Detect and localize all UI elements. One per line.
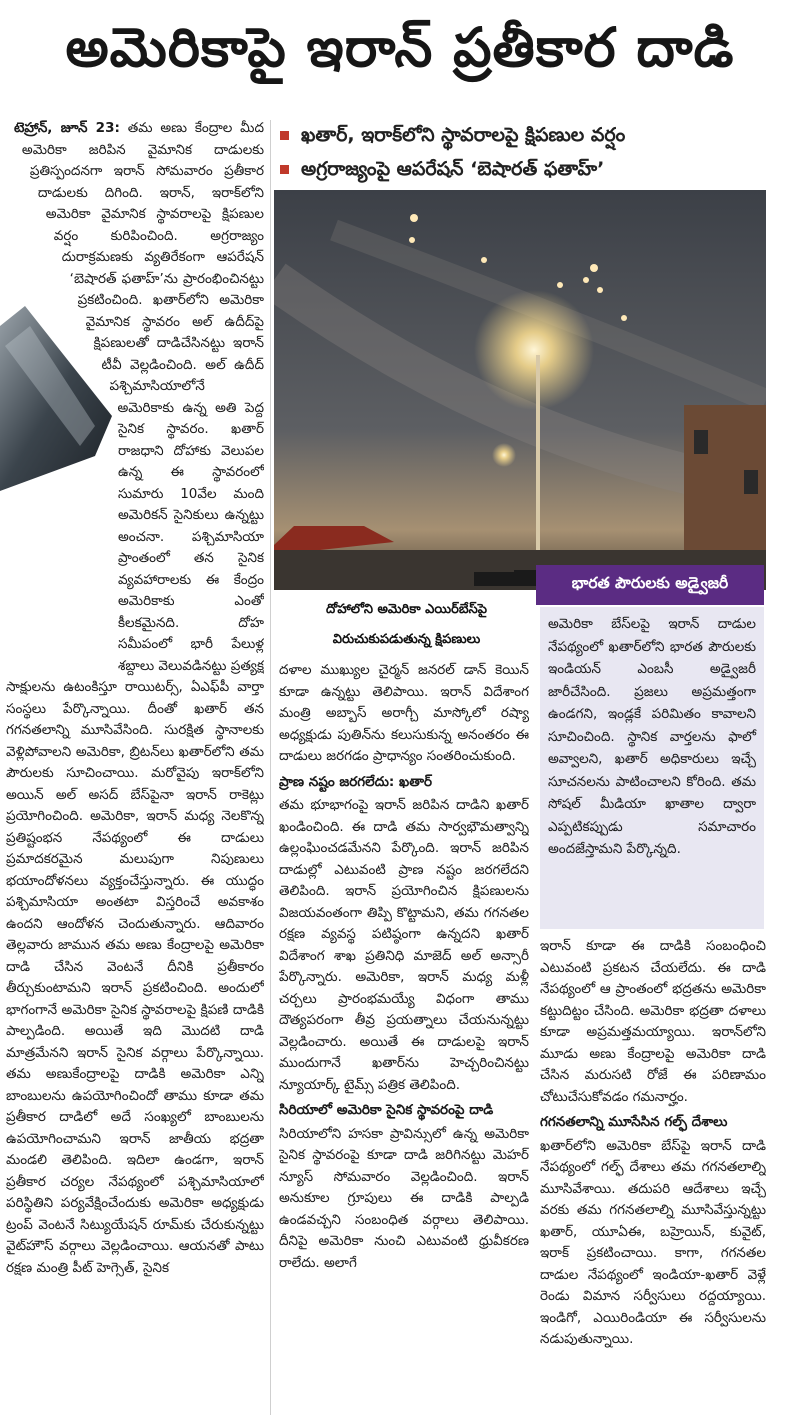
article-text: సిరియాలోని హసకా ప్రావిన్సులో ఉన్న అమెరికా సైనిక స్థావరంపై కూడా దాడి జరిగినట్టు మెహర్ న్యూస్ సోమవారం వెల్లడించింది. ఇరాన్ అనుకూల గ్రూపులు ఈ దాడికి పాల్పడి ఉండవచ్చని సంబంధిత వర్గాలు తెలిపాయి. దీనిపై అమెరికా నుంచి ఎటువంటి ధ్రువీకరణ రాలేదు. అలాగే	[279, 1125, 529, 1271]
bullet-square-icon	[280, 131, 289, 140]
highlights	[280, 118, 790, 186]
caption-line: విరుచుకుపడుతున్న క్షిపణులు	[332, 632, 481, 647]
article-text: ఖతార్‌లోని అమెరికా బేస్‌పై ఇరాన్ దాడి నేపథ్యంలో గల్ఫ్ దేశాలు తమ గగనతలాల్ని మూసివేశాయి. తదుపరి ఆదేశాలు ఇచ్చే వరకు తమ గగనతలాల్ని మూసివేస్తున్నట్టు ఖతార్, యూఏఈ, బహ్రెయిన్, కువైట్, ఇరాక్ ప్రకటించాయి. కాగా, గగనతల దాడుల నేపథ్యంలో ఇండియా-ఖతార్ వెళ్లే రెండు విమాన సర్వీసులు రద్దయ్యాయి. ఇండిగో, ఎయిరిండియా ఈ సర్వీసులను నడుపుతున్నాయి.	[540, 1137, 766, 1347]
dateline: టెహ్రాన్, జూన్ 23:	[13, 120, 120, 136]
missile-photo	[274, 190, 766, 590]
highlight-text: ఖతార్, ఇరాక్‌లోని స్థావరాలపై క్షిపణుల వర్షం	[301, 124, 626, 146]
article-text: తమ అణు కేంద్రాల మీద అమెరికా జరిపిన వైమానిక దాడులకు ప్రతిస్పందనగా ఇరాన్ సోమవారం ప్రతీకార దాడులకు దిగింది. ఇరాన్, ఇరాక్‌లోని అమెరికా వైమానిక స్థావరాలపై క్షిపణుల వర్షం కురిపించింది. అగ్రరాజ్యం దురాక్రమణకు వ్యతిరేకంగా ఆపరేషన్ ‘బెషారత్ ఫతాహ్’ను ప్రారంభించినట్టు ప్రకటించింది. ఖతార్‌లోని అమెరికా వైమానిక స్థావరం అల్ ఉదీద్‌పై క్షిపణులతో దాడిచేసినట్టు ఇరాన్ టీవీ వెల్లడించింది. అల్ ఉదీద్ పశ్చిమాసియాలోనే అమెరికాకు ఉన్న అతి పెద్ద సైనిక స్థావరం. ఖతార్ రాజధాని దోహాకు వెలుపల ఉన్న ఈ స్థావరంలో సుమారు 10వేల మంది అమెరికన్ సైనికులు ఉన్నట్టు అంచనా. పశ్చిమాసియా ప్రాంతంలో తన సైనిక వ్యవహారాలకు ఈ కేంద్రం అమెరికాకు ఎంతో కీలకమైనది. దోహ సమీపంలో భారీ పేలుళ్ల శబ్దాలు వెలువడినట్టు ప్రత్యక్ష సాక్షులను ఉటంకిస్తూ రాయిటర్స్, ఏఎఫ్‌పీ వార్తా సంస్థలు పేర్కొన్నాయి. దీంతో ఖతార్ తన గగనతలాన్ని మూసివేసింది. సురక్షిత స్థానాలకు వెళ్లిపోవాలని అమెరికా, బ్రిటన్‌లు ఖతార్‌లోని తమ పౌరులకు సూచించాయి. మరోవైపు ఇరాక్‌లోని అయిన్ అల్ అసద్ బేస్‌పైనా ఇరాన్ రాకెట్లు ప్రయోగించింది. అమెరికా, ఇరాన్ మధ్య నెలకొన్న ప్రతిష్టంభన నేపథ్యంలో ఈ దాడులు ప్రమాదకరమైన మలుపుగా నిపుణులు భయాందోళనలు వ్యక్తంచేస్తున్నారు. ఈ యుద్ధం పశ్చిమాసియా అంతటా విస్తరించే అవకాశం ఉందని ఆందోళన చెందుతున్నారు. ఆదివారం తెల్లవారు జామున తమ అణు కేంద్రాలపై అమెరికా దాడి చేసిన వెంటనే దీనికి ప్రతీకారం తీర్చుకుంటామని ఇరాన్ ప్రకటించింది. అందులో భాగంగానే అమెరికా సైనిక స్థావరాలపై క్షిపణి దాడికి పాల్పడింది. అయితే ఇది మొదటి దాడి మాత్రమేనని ఇరాన్ సైనిక వర్గాలు పేర్కొన్నాయి. తమ అణుకేంద్రాలపై దాడికి అమెరికా ఎన్ని బాంబులను ఉపయోగించిందో తాము కూడా తమ ప్రతీకార దాడిలో అదే సంఖ్యలో బాంబులను ఉపయోగించామని ఇరాన్ జాతీయ భద్రతా మండలి తెలిపింది. ఇదిలా ఉండగా, ఇరాన్ ప్రతీకార చర్యల నేపథ్యంలో పశ్చిమాసియాలో పరిస్థితిని పర్యవేక్షించేందుకు అమెరికా అధ్యక్షుడు ట్రంప్ వెంటనే సిట్యుయేషన్ రూమ్‌కు చేరుకున్నట్టు వైట్‌హౌస్ వర్గాలు వెల్లడించాయి. ఆయనతో పాటు రక్షణ మంత్రి పీట్ హెగ్సెత్, సైనిక	[6, 120, 264, 1276]
article-column-3	[540, 936, 766, 1416]
bullet-square-icon	[280, 165, 289, 174]
article-text: దళాల ముఖ్యుల చైర్మన్ జనరల్ డాన్ కెయిన్ కూడా ఉన్నట్టు తెలిపాయి. ఇరాన్ విదేశాంగ మంత్రి అబ్బాస్ అరాగ్చీ మాస్కోలో రష్యా అధ్యక్షుడు పుతిన్‌ను కలుసుకున్న అనంతరం ఈ దాడులు జరగడం ప్రాధాన్యం సంతరించుకుంది.	[279, 662, 529, 764]
headline: అమెరికాపై ఇరాన్ ప్రతీకార దాడి	[65, 15, 735, 79]
subheading: ప్రాణ నష్టం జరగలేదు: ఖతార్	[279, 773, 432, 790]
advisory-text: అమెరికా బేస్‌లపై ఇరాన్ దాడుల నేపథ్యంలో ఖతార్‌లోని భారత పౌరులకు ఇండియన్ ఎంబసీ అడ్వైజరీ జారీచేసింది. ప్రజలు అప్రమత్తంగా ఉండగని, ఇండ్లకే పరిమితం కావాలని సూచించింది. స్థానిక వార్తలను ఫాలో అవ్వాలని, ఖతార్ అధికారులు ఇచ్చే సూచనలను పాటించాలని కోరింది. తమ సోషల్ మీడియా ఖాతాల ద్వారా ఎప్పటికప్పుడు సమాచారం అందజేస్తామని పేర్కొన్నది.	[548, 616, 756, 857]
highlight-item	[280, 118, 790, 152]
highlight-item	[280, 152, 790, 186]
article-column-2	[279, 660, 529, 1420]
caption-line: దోహాలోని అమెరికా ఎయిర్‌బేస్‌పై	[326, 602, 487, 617]
highlight-text: అగ్రరాజ్యంపై ఆపరేషన్ ‘బెషారత్ ఫతాహ్’	[301, 158, 605, 180]
missile-image	[0, 306, 118, 496]
article-lead	[6, 118, 264, 1279]
subheading: సిరియాలో అమెరికా సైనిక స్థావరంపై దాడి	[279, 1102, 494, 1118]
photo-caption	[274, 595, 539, 655]
advisory-box	[540, 607, 764, 929]
advisory-title: భారత పౌరులకు అడ్వైజరీ	[536, 565, 764, 605]
column-divider	[270, 120, 271, 1415]
subheading: గగనతలాన్ని మూసేసిన గల్ఫ్ దేశాలు	[540, 1114, 728, 1130]
article-text: ఇరాన్ కూడా ఈ దాడికి సంబంధించి ఎటువంటి ప్రకటన చేయలేదు. ఈ దాడి నేపథ్యంలో ఆ ప్రాంతంలో భద్రతను అమెరికా కట్టుదిట్టం చేసింది. అమెరికా భద్రతా దళాలు కూడా అప్రమత్తమయ్యాయి. ఇరాన్‌లోని మూడు అణు కేంద్రాలపై అమెరికా దాడి చేసిన మరుసటి రోజే ఈ పరిణామం చోటుచేసుకోవడం గమనార్హం.	[540, 938, 766, 1105]
article-text: తమ భూభాగంపై ఇరాన్ జరిపిన దాడిని ఖతార్ ఖండించింది. ఈ దాడి తమ సార్వభౌమత్వాన్ని ఉల్లంఘించడమేనని పేర్కొంది. ఇరాన్ జరిపిన దాడుల్లో ఎటువంటి ప్రాణ నష్టం జరగలేదని తెలిపింది. ఇరాన్ ప్రయోగించిన క్షిపణులను విజయవంతంగా తిప్పి కొట్టామని, తమ గగనతల రక్షణ వ్యవస్థ పటిష్ఠంగా ఉన్నదని ఖతార్ విదేశాంగ శాఖ ప్రతినిధి మాజెద్ అల్ అన్సారీ పేర్కొన్నారు. అమెరికా, ఇరాన్ మధ్య మళ్లీ చర్చలు ప్రారంభమయ్యే విధంగా తాము దౌత్యపరంగా తీవ్ర ప్రయత్నాలు చేయనున్నట్టు వెల్లడించారు. అయితే ఈ దాడులపై ఇరాన్ ముందుగానే ఖతార్‌ను హెచ్చరించినట్టు న్యూయార్క్ టైమ్స్ పత్రిక తెలిపింది.	[279, 797, 529, 1093]
